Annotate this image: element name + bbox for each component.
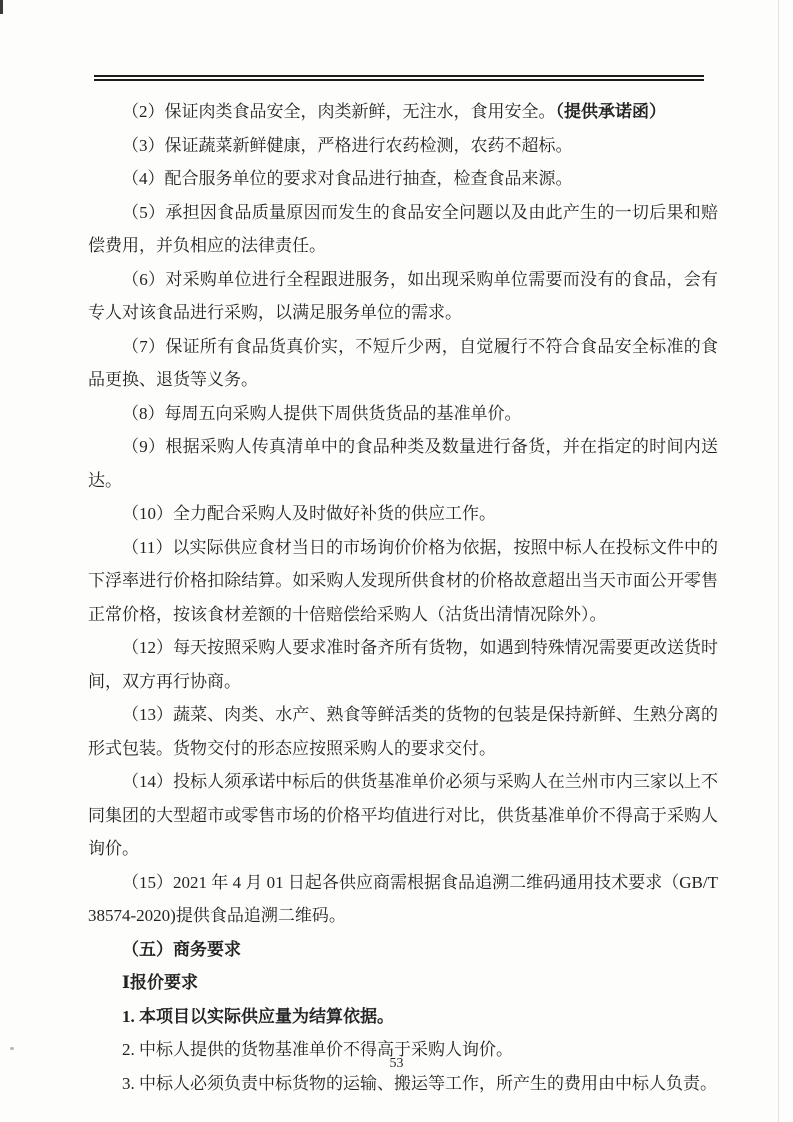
body-text: （6）对采购单位进行全程跟进服务，如出现采购单位需要而没有的食品，会有专人对该食品进行采购，以满足服务单位的需求。 [88, 269, 718, 322]
body-text: （15）2021 年 4 月 01 日起各供应商需根据食品追溯二维码通用技术要求（GB/T 38574-2020)提供食品追溯二维码。 [88, 872, 718, 925]
paragraph [88, 933, 718, 967]
paragraph [88, 196, 718, 263]
body-text: （11）以实际供应食材当日的市场询价价格为依据，按照中标人在投标文件中的下浮率进行价格扣除结算。如采购人发现所供食材的价格故意超出当天市面公开零售正常价格，按该食材差额的十倍赔偿给采购人（沽货出清情况除外）。 [88, 537, 718, 624]
body-text: （2）保证肉类食品安全，肉类新鲜，无注水，食用安全。 [122, 102, 556, 121]
body-text: （3）保证蔬菜新鲜健康，严格进行农药检测，农药不超标。 [122, 135, 573, 155]
emphasis-text: （提供承诺函） [555, 102, 666, 121]
body-text: （12）每天按照采购人要求准时备齐所有货物，如遇到特殊情况需要更改送货时间，双方再行协商。 [88, 638, 718, 691]
body-text: （7）保证所有食品货真价实，不短斤少两，自觉履行不符合食品安全标准的食品更换、退货等义务。 [88, 336, 718, 389]
paragraph [88, 397, 718, 431]
header-double-rule [94, 75, 704, 81]
paragraph [88, 966, 718, 1000]
document-body [88, 95, 718, 1100]
paragraph [88, 765, 718, 866]
scan-corner-artifact [0, 0, 3, 14]
body-text: （4）配合服务单位的要求对食品进行抽查，检查食品来源。 [122, 169, 573, 188]
body-text: （5）承担因食品质量原因而发生的食品安全问题以及由此产生的一切后果和赔偿费用，并负相应的法律责任。 [88, 202, 718, 255]
scan-edge-line [778, 0, 779, 1122]
body-text: （10）全力配合采购人及时做好补货的供应工作。 [122, 504, 496, 523]
body-text: （13）蔬菜、肉类、水产、熟食等鲜活类的货物的包装是保持新鲜、生熟分离的形式包装。货物交付的形态应按照采购人的要求交付。 [88, 705, 718, 758]
emphasis-text: （五）商务要求 [122, 939, 241, 959]
paragraph [88, 162, 718, 196]
body-text: （8）每周五向采购人提供下周供货货品的基准单价。 [122, 403, 522, 423]
body-text: （14）投标人须承诺中标后的供货基准单价必须与采购人在兰州市内三家以上不同集团的大型超市或零售市场的价格平均值进行对比，供货基准单价不得高于采购人询价。 [88, 772, 718, 858]
paragraph [88, 631, 718, 698]
body-text: 2. 中标人提供的货物基准单价不得高于采购人询价。 [122, 1040, 513, 1059]
paragraph [88, 263, 718, 330]
paragraph [88, 497, 718, 531]
paragraph [88, 95, 718, 129]
body-text: 3. 中标人必须负责中标货物的运输、搬运等工作，所产生的费用由中标人负责。 [122, 1073, 717, 1093]
paragraph [88, 430, 718, 497]
paragraph [88, 129, 718, 163]
page-number: 53 [389, 1056, 404, 1071]
body-text: （9）根据采购人传真清单中的食品种类及数量进行备货，并在指定的时间内送达。 [88, 437, 718, 490]
emphasis-text: 1. 本项目以实际供应量为结算依据。 [122, 1006, 394, 1026]
paragraph [88, 531, 718, 632]
emphasis-text: Ⅰ报价要求 [122, 973, 198, 992]
paragraph [88, 698, 718, 765]
paragraph [88, 1000, 718, 1034]
paragraph [88, 866, 718, 933]
scan-speck [10, 1047, 14, 1050]
paragraph [88, 330, 718, 397]
